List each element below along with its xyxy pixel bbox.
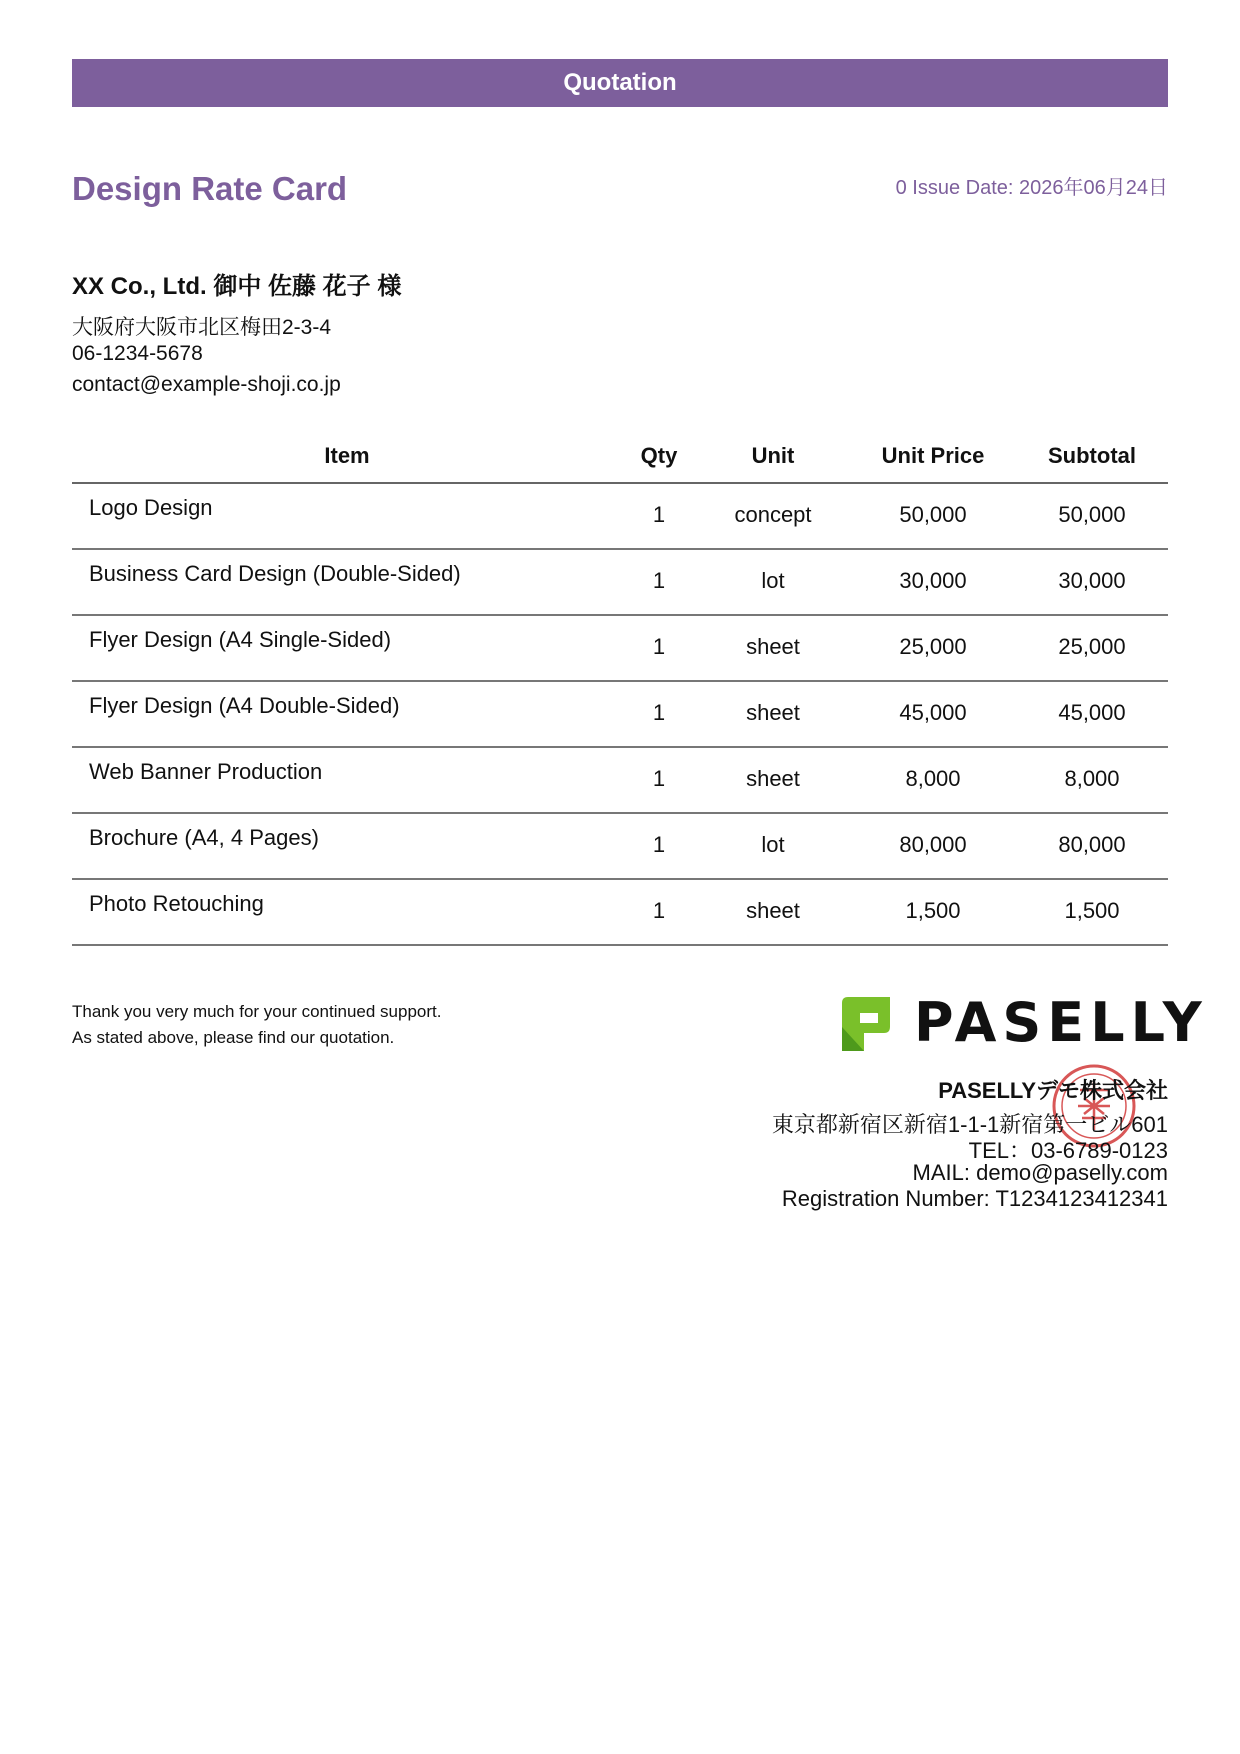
cell-unit-price: 45,000 — [850, 681, 1016, 747]
table-row — [72, 483, 1168, 549]
cell-unit: lot — [696, 549, 850, 615]
header-item: Item — [72, 430, 622, 483]
cell-unit-price: 50,000 — [850, 483, 1016, 549]
cell-unit-price: 30,000 — [850, 549, 1016, 615]
logo-wordmark: PASELLY — [914, 991, 1208, 1054]
document-type-banner — [72, 59, 1168, 107]
cell-item: Business Card Design (Double-Sided) — [72, 549, 622, 615]
table-row — [72, 813, 1168, 879]
cell-qty: 1 — [622, 813, 696, 879]
table-row — [72, 681, 1168, 747]
cell-subtotal: 8,000 — [1016, 747, 1168, 813]
thanks-line-2: As stated above, please find our quotation. — [72, 1028, 395, 1047]
banner-title: Quotation — [563, 69, 677, 96]
table-row — [72, 747, 1168, 813]
thanks-line-1: Thank you very much for your continued support. — [72, 1002, 442, 1021]
recipient-email: contact@example-shoji.co.jp — [72, 373, 341, 396]
cell-qty: 1 — [622, 879, 696, 945]
cell-item: Web Banner Production — [72, 747, 622, 813]
company-registration: Registration Number: T1234123412341 — [781, 1186, 1168, 1211]
company-logo — [838, 991, 1208, 1055]
document-title: Design Rate Card — [72, 170, 348, 207]
cell-unit-price: 8,000 — [850, 747, 1016, 813]
cell-unit-price: 25,000 — [850, 615, 1016, 681]
logo-mark-icon — [838, 993, 898, 1055]
cell-item: Brochure (A4, 4 Pages) — [72, 813, 622, 879]
cell-unit: sheet — [696, 879, 850, 945]
cell-qty: 1 — [622, 483, 696, 549]
cell-unit-price: 80,000 — [850, 813, 1016, 879]
header-unit: Unit — [696, 430, 850, 483]
recipient-name: XX Co., Ltd. 御中 佐藤 花子 様 — [72, 273, 402, 300]
cell-unit: sheet — [696, 615, 850, 681]
header-subtotal: Subtotal — [1016, 430, 1168, 483]
cell-unit: sheet — [696, 747, 850, 813]
recipient-address: 大阪府大阪市北区梅田2-3-4 — [72, 316, 332, 339]
cell-subtotal: 25,000 — [1016, 615, 1168, 681]
cell-qty: 1 — [622, 549, 696, 615]
table-row — [72, 879, 1168, 945]
cell-unit: concept — [696, 483, 850, 549]
company-name: PASELLYデモ株式会社 — [938, 1078, 1168, 1103]
table-row — [72, 549, 1168, 615]
recipient-phone: 06-1234-5678 — [72, 342, 203, 365]
cell-item: Flyer Design (A4 Single-Sided) — [72, 615, 622, 681]
cell-qty: 1 — [622, 615, 696, 681]
company-mail: MAIL: demo@paselly.com — [912, 1160, 1168, 1185]
cell-subtotal: 45,000 — [1016, 681, 1168, 747]
header-qty: Qty — [622, 430, 696, 483]
cell-item: Flyer Design (A4 Double-Sided) — [72, 681, 622, 747]
cell-item: Photo Retouching — [72, 879, 622, 945]
quotation-table — [72, 430, 1168, 946]
cell-subtotal: 50,000 — [1016, 483, 1168, 549]
company-tel: TEL：03-6789-0123 — [968, 1138, 1168, 1163]
cell-subtotal: 80,000 — [1016, 813, 1168, 879]
table-header-row — [72, 430, 1168, 483]
company-address: 東京都新宿区新宿1-1-1新宿第一ビル601 — [771, 1112, 1168, 1137]
issue-date: 0 Issue Date: 2026年06月24日 — [895, 177, 1168, 199]
table-row — [72, 615, 1168, 681]
cell-qty: 1 — [622, 681, 696, 747]
cell-unit: sheet — [696, 681, 850, 747]
cell-unit: lot — [696, 813, 850, 879]
header-unit-price: Unit Price — [850, 430, 1016, 483]
cell-subtotal: 30,000 — [1016, 549, 1168, 615]
cell-subtotal: 1,500 — [1016, 879, 1168, 945]
cell-qty: 1 — [622, 747, 696, 813]
cell-unit-price: 1,500 — [850, 879, 1016, 945]
cell-item: Logo Design — [72, 483, 622, 549]
